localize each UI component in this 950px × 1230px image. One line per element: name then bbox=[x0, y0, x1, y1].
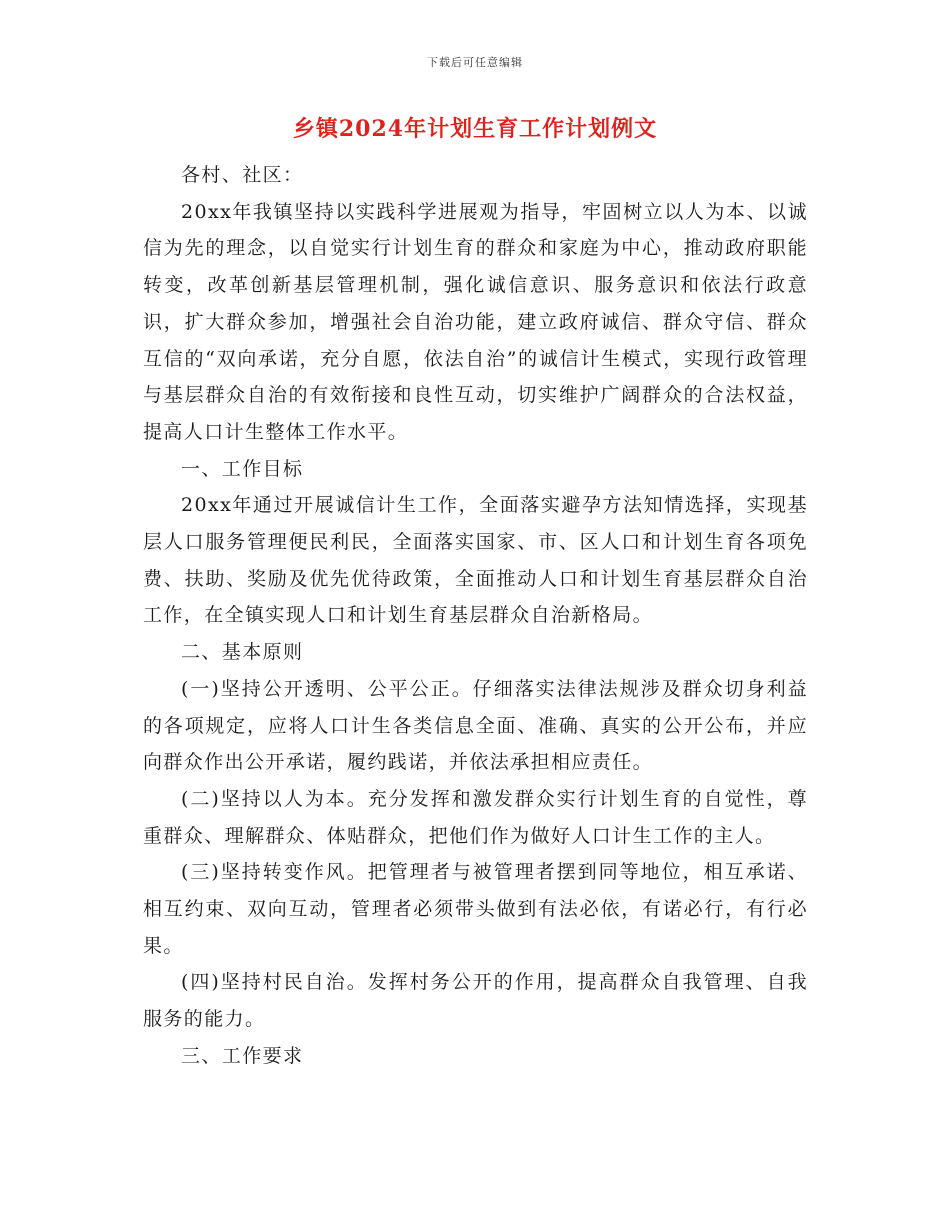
principle-3: (三)坚持转变作风。把管理者与被管理者摆到同等地位，相互承诺、相互约束、双向互动，管理者必须带头做到有法必依，有诺必行，有行必果。 bbox=[143, 861, 808, 957]
section-heading-requirements: 三、工作要求 bbox=[181, 1044, 304, 1067]
section-heading-goals: 一、工作目标 bbox=[181, 457, 304, 480]
document-title: 乡镇2024年计划生育工作计划例文 bbox=[292, 116, 658, 142]
intro-paragraph: 20xx年我镇坚持以实践科学进展观为指导，牢固树立以人为本、以诚信为先的理念，以自觉实行计划生育的群众和家庭为中心，推动政府职能转变，改革创新基层管理机制，强化诚信意识、服务意识和依法行政意识，扩大群众参加，增强社会自治功能，建立政府诚信、群众守信、群众互信的“双向承诺，充分自愿，依法自治”的诚信计生模式，实现行政管理与基层群众自治的有效衔接和良性互动，切实维护广阔群众的合法权益，提高人口计生整体工作水平。 bbox=[143, 200, 808, 443]
salutation: 各村、社区： bbox=[181, 164, 304, 186]
principle-2: (二)坚持以人为本。充分发挥和激发群众实行计划生育的自觉性，尊重群众、理解群众、体贴群众，把他们作为做好人口计生工作的主人。 bbox=[143, 787, 808, 847]
section-heading-principles: 二、基本原则 bbox=[181, 641, 304, 664]
page-header-note: 下载后可任意编辑 bbox=[427, 56, 523, 69]
principle-1: (一)坚持公开透明、公平公正。仔细落实法律法规涉及群众切身利益的各项规定，应将人口计生各类信息全面、准确、真实的公开公布，并应向群众作出公开承诺，履约践诺，并依法承担相应责任。 bbox=[143, 677, 808, 774]
document-body bbox=[143, 157, 808, 1075]
goals-paragraph: 20xx年通过开展诚信计生工作，全面落实避孕方法知情选择，实现基层人口服务管理便民利民，全面落实国家、市、区人口和计划生育各项免费、扶助、奖励及优先优待政策，全面推动人口和计划生育基层群众自治工作，在全镇实现人口和计划生育基层群众自治新格局。 bbox=[143, 494, 808, 627]
principle-4: (四)坚持村民自治。发挥村务公开的作用，提高群众自我管理、自我服务的能力。 bbox=[143, 971, 808, 1031]
